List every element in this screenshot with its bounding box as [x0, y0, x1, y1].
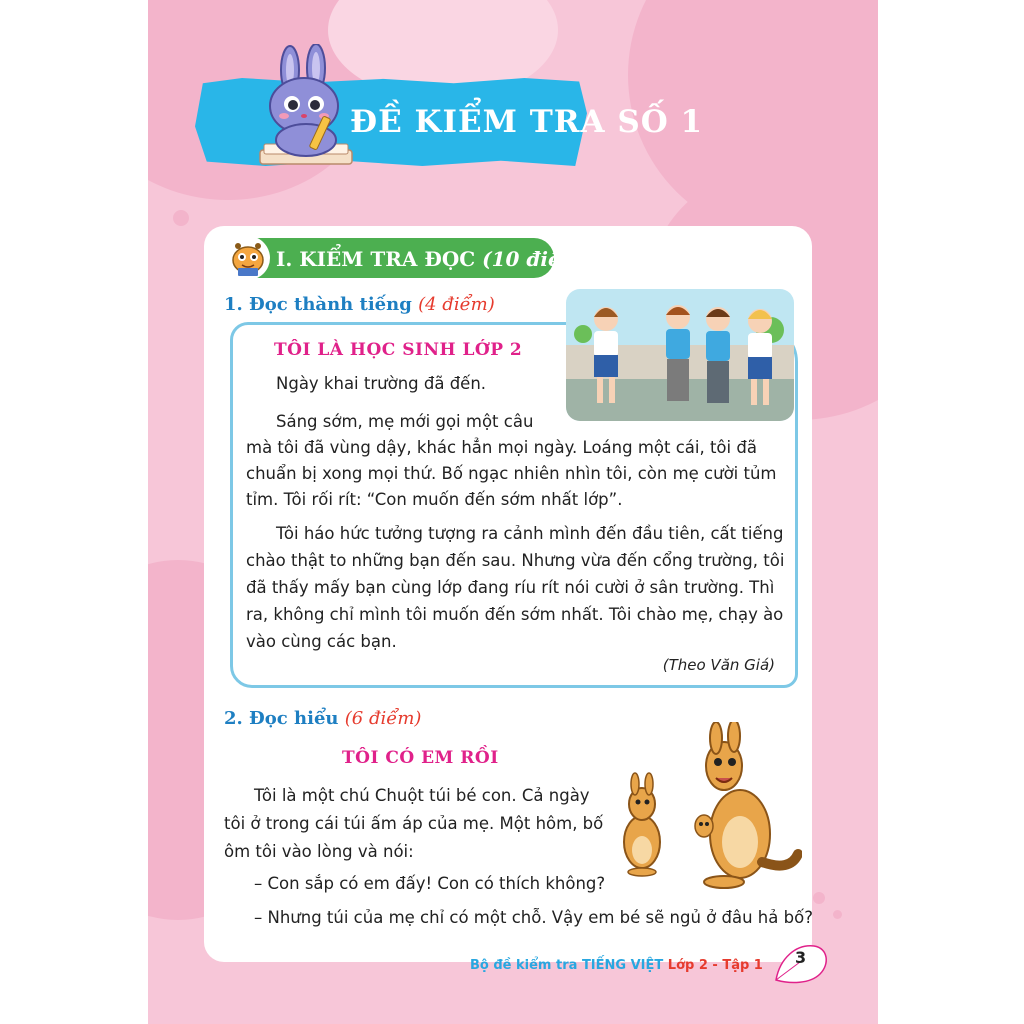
footer-subject: TIẾNG VIỆT [581, 958, 668, 973]
kangaroo-illustration [612, 722, 802, 892]
part2-heading-label: 2. Đọc hiểu [224, 708, 339, 729]
part2-points: (6 điểm) [344, 708, 422, 729]
part1-points: (4 điểm) [418, 294, 495, 315]
part2-heading [224, 708, 421, 729]
section-label: I. KIỂM TRA ĐỌC [276, 247, 476, 271]
story2-line: tôi ở trong cái túi ấm áp của mẹ. Một hôm, bố [224, 814, 604, 833]
story1-line: chuẩn bị xong mọi thứ. Bố ngạc nhiên nhìn tôi, còn mẹ cười tủm [246, 464, 777, 483]
story1-line: ra, không chỉ mình tôi muốn đến sớm nhất. Tôi chào mẹ, chạy ào [246, 605, 784, 624]
story1-line: vào cùng các bạn. [246, 632, 397, 651]
monster-reading-icon [224, 234, 272, 282]
page-number: 3 [795, 948, 807, 967]
decor-dot [173, 210, 189, 226]
part1-heading [224, 294, 495, 315]
section-points: (10 điểm) [482, 247, 592, 271]
story2-line: Tôi là một chú Chuột túi bé con. Cả ngày [254, 786, 590, 805]
page-title: ĐỀ KIỂM TRA SỐ 1 [350, 104, 704, 140]
story1-line: Tôi háo hức tưởng tượng ra cảnh mình đến đầu tiên, cất tiếng [276, 524, 784, 543]
footer-grade: Lớp 2 - [667, 958, 723, 973]
story1-line: tỉm. Tôi rối rít: “Con muốn đến sớm nhất lớp”. [246, 490, 623, 509]
story1-line: Sáng sớm, mẹ mới gọi một câu [276, 412, 534, 431]
story1-line: Ngày khai trường đã đến. [276, 374, 487, 393]
story1-line: mà tôi đã vùng dậy, khác hẳn mọi ngày. Loáng một cái, tôi đã [246, 438, 757, 457]
story2-line: – Con sắp có em đấy! Con có thích không? [254, 874, 606, 893]
story1-line: đã thấy mấy bạn cùng lớp đang ríu rít nói cười ở sân trường. Thì [246, 578, 775, 597]
story2-line: ôm tôi vào lòng và nói: [224, 842, 414, 861]
decor-dot [833, 910, 842, 919]
footer-volume: Tập 1 [722, 958, 763, 973]
decor-dot [813, 892, 825, 904]
students-illustration [566, 289, 794, 421]
footer-book-title [470, 958, 763, 973]
part1-heading-label: 1. Đọc thành tiếng [224, 294, 412, 315]
story1-line: chào thật to những bạn đến sau. Nhưng vừa đến cổng trường, tôi [246, 551, 785, 570]
section-heading [276, 245, 591, 273]
story1-title: TÔI LÀ HỌC SINH LỚP 2 [274, 340, 523, 360]
footer-book-prefix: Bộ đề kiểm tra [470, 958, 582, 973]
story2-line: – Nhưng túi của mẹ chỉ có một chỗ. Vậy em bé sẽ ngủ ở đâu hả bố? [254, 908, 813, 927]
story1-credit: (Theo Văn Giá) [662, 656, 775, 674]
story2-title: TÔI CÓ EM RỒI [342, 748, 499, 768]
bunny-illustration [252, 44, 362, 172]
